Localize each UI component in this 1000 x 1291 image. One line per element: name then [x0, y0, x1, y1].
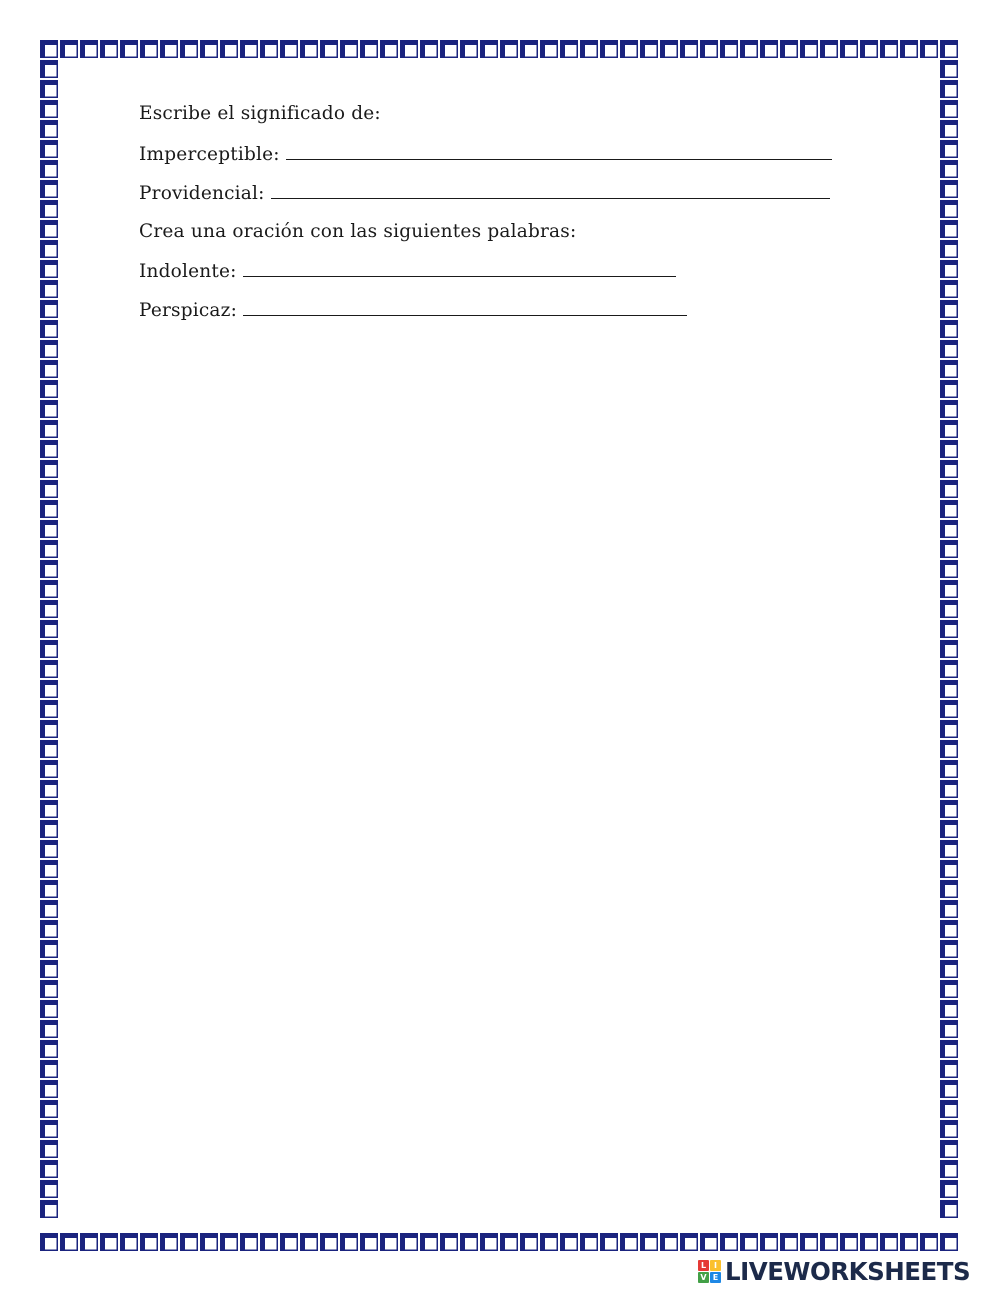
border-tile — [460, 40, 478, 58]
border-tile — [40, 620, 58, 638]
border-tile — [40, 640, 58, 658]
border-tile — [40, 400, 58, 418]
border-tile — [940, 600, 958, 618]
border-tile — [940, 980, 958, 998]
border-tile — [840, 40, 858, 58]
border-tile — [120, 40, 138, 58]
border-tile — [740, 40, 758, 58]
border-tile — [940, 1040, 958, 1058]
border-tile — [40, 1160, 58, 1178]
border-tile — [680, 1233, 698, 1251]
border-tile — [80, 40, 98, 58]
imperceptible-label: Imperceptible: — [139, 144, 280, 165]
border-tile — [940, 1160, 958, 1178]
border-tile — [940, 680, 958, 698]
border-tile — [520, 40, 538, 58]
border-tile — [940, 200, 958, 218]
border-tile — [40, 280, 58, 298]
border-tile — [160, 1233, 178, 1251]
perspicaz-label: Perspicaz: — [139, 300, 238, 321]
border-tile — [440, 40, 458, 58]
border-tile — [940, 700, 958, 718]
border-tile — [40, 220, 58, 238]
border-tile — [40, 1200, 58, 1218]
border-tile — [40, 1020, 58, 1038]
border-tile — [500, 1233, 518, 1251]
border-tile — [40, 960, 58, 978]
border-tile — [940, 360, 958, 378]
border-tile — [40, 940, 58, 958]
border-tile — [940, 320, 958, 338]
border-tile — [40, 380, 58, 398]
border-tile — [100, 1233, 118, 1251]
border-tile — [940, 1000, 958, 1018]
border-tile — [40, 460, 58, 478]
border-tile — [40, 120, 58, 138]
border-tile — [940, 520, 958, 538]
border-tile — [940, 1100, 958, 1118]
perspicaz-row — [139, 299, 687, 322]
border-tile — [940, 840, 958, 858]
border-tile — [40, 720, 58, 738]
border-tile — [940, 460, 958, 478]
border-tile — [940, 1060, 958, 1078]
border-tile — [40, 540, 58, 558]
border-tile — [940, 380, 958, 398]
border-tile — [40, 1040, 58, 1058]
border-tile — [940, 780, 958, 798]
border-tile — [420, 40, 438, 58]
border-tile — [520, 1233, 538, 1251]
border-tile — [940, 340, 958, 358]
border-tile — [620, 40, 638, 58]
border-tile — [540, 1233, 558, 1251]
liveworksheets-logo — [698, 1258, 970, 1284]
logo-block-l: L — [698, 1260, 709, 1271]
border-tile — [940, 640, 958, 658]
border-tile — [240, 1233, 258, 1251]
border-tile — [360, 40, 378, 58]
border-tile — [720, 40, 738, 58]
border-tile — [40, 820, 58, 838]
imperceptible-row — [139, 143, 832, 166]
border-tile — [940, 1120, 958, 1138]
border-tile — [940, 860, 958, 878]
border-tile — [940, 540, 958, 558]
border-tile — [940, 920, 958, 938]
border-tile — [540, 40, 558, 58]
providencial-row — [139, 182, 830, 205]
border-tile — [40, 440, 58, 458]
liveworksheets-logo-icon — [698, 1260, 721, 1283]
border-tile — [40, 660, 58, 678]
border-tile — [600, 1233, 618, 1251]
border-tile — [480, 1233, 498, 1251]
border-tile — [940, 1080, 958, 1098]
border-tile — [940, 1233, 958, 1251]
border-tile — [940, 1180, 958, 1198]
border-tile — [340, 40, 358, 58]
border-tile — [940, 660, 958, 678]
border-tile — [800, 1233, 818, 1251]
border-tile — [40, 680, 58, 698]
border-tile — [640, 1233, 658, 1251]
border-tile — [40, 260, 58, 278]
perspicaz-answer-line[interactable] — [243, 299, 687, 316]
border-tile — [40, 1080, 58, 1098]
border-tile — [40, 420, 58, 438]
border-tile — [360, 1233, 378, 1251]
providencial-label: Providencial: — [139, 183, 265, 204]
border-tile — [40, 520, 58, 538]
border-tile — [40, 1060, 58, 1078]
border-tile — [300, 1233, 318, 1251]
border-tile — [460, 1233, 478, 1251]
border-tile — [940, 80, 958, 98]
border-tile — [40, 800, 58, 818]
logo-block-v: V — [698, 1272, 709, 1283]
border-tile — [500, 40, 518, 58]
indolente-row — [139, 260, 676, 283]
logo-wordmark: LIVEWORKSHEETS — [725, 1256, 971, 1286]
border-tile — [940, 100, 958, 118]
border-tile — [320, 1233, 338, 1251]
border-tile — [560, 1233, 578, 1251]
border-tile — [660, 40, 678, 58]
border-tile — [720, 1233, 738, 1251]
border-tile — [940, 500, 958, 518]
border-tile — [620, 1233, 638, 1251]
border-tile — [860, 1233, 878, 1251]
border-tile — [840, 1233, 858, 1251]
border-tile — [40, 480, 58, 498]
border-tile — [880, 1233, 898, 1251]
indolente-label: Indolente: — [139, 261, 237, 282]
border-tile — [940, 800, 958, 818]
border-tile — [780, 1233, 798, 1251]
border-tile — [680, 40, 698, 58]
border-tile — [560, 40, 578, 58]
border-tile — [280, 1233, 298, 1251]
border-tile — [940, 1200, 958, 1218]
border-tile — [40, 200, 58, 218]
instruction-meaning-heading: Escribe el significado de: — [139, 103, 381, 124]
border-tile — [760, 1233, 778, 1251]
border-tile — [200, 40, 218, 58]
border-tile — [940, 1140, 958, 1158]
border-tile — [40, 140, 58, 158]
border-tile — [380, 40, 398, 58]
border-tile — [820, 40, 838, 58]
border-tile — [860, 40, 878, 58]
border-tile — [940, 820, 958, 838]
border-tile — [180, 40, 198, 58]
border-tile — [300, 40, 318, 58]
border-tile — [40, 500, 58, 518]
border-tile — [740, 1233, 758, 1251]
border-tile — [380, 1233, 398, 1251]
border-tile — [40, 300, 58, 318]
border-tile — [40, 580, 58, 598]
border-tile — [100, 40, 118, 58]
border-tile — [60, 40, 78, 58]
border-tile — [940, 480, 958, 498]
border-tile — [940, 220, 958, 238]
border-tile — [940, 240, 958, 258]
border-tile — [40, 160, 58, 178]
border-tile — [40, 1180, 58, 1198]
border-tile — [260, 40, 278, 58]
border-tile — [820, 1233, 838, 1251]
border-tile — [40, 920, 58, 938]
border-tile — [940, 400, 958, 418]
border-tile — [220, 1233, 238, 1251]
border-tile — [40, 780, 58, 798]
border-tile — [780, 40, 798, 58]
border-tile — [400, 40, 418, 58]
border-tile — [700, 1233, 718, 1251]
border-tile — [940, 740, 958, 758]
border-tile — [400, 1233, 418, 1251]
border-tile — [40, 1000, 58, 1018]
border-tile — [40, 100, 58, 118]
border-tile — [140, 40, 158, 58]
border-tile — [40, 1100, 58, 1118]
border-tile — [40, 980, 58, 998]
border-tile — [40, 600, 58, 618]
border-tile — [40, 860, 58, 878]
border-tile — [940, 900, 958, 918]
border-tile — [940, 280, 958, 298]
border-tile — [440, 1233, 458, 1251]
border-tile — [40, 80, 58, 98]
border-tile — [660, 1233, 678, 1251]
border-tile — [700, 40, 718, 58]
border-tile — [240, 40, 258, 58]
border-tile — [40, 900, 58, 918]
border-tile — [40, 180, 58, 198]
providencial-answer-line[interactable] — [271, 182, 830, 199]
border-tile — [940, 260, 958, 278]
border-tile — [320, 40, 338, 58]
border-tile — [40, 880, 58, 898]
border-tile — [940, 620, 958, 638]
border-tile — [220, 40, 238, 58]
border-tile — [940, 160, 958, 178]
border-tile — [480, 40, 498, 58]
border-tile — [40, 1120, 58, 1138]
border-tile — [120, 1233, 138, 1251]
border-tile — [640, 40, 658, 58]
border-tile — [940, 300, 958, 318]
border-tile — [580, 1233, 598, 1251]
logo-block-i: I — [710, 1260, 721, 1271]
border-tile — [940, 880, 958, 898]
border-tile — [940, 940, 958, 958]
border-tile — [900, 1233, 918, 1251]
border-tile — [40, 560, 58, 578]
border-tile — [920, 40, 938, 58]
border-tile — [40, 40, 58, 58]
border-tile — [40, 760, 58, 778]
border-tile — [900, 40, 918, 58]
border-tile — [40, 360, 58, 378]
logo-block-e: E — [710, 1272, 721, 1283]
border-tile — [40, 740, 58, 758]
border-tile — [600, 40, 618, 58]
border-tile — [580, 40, 598, 58]
border-tile — [940, 180, 958, 198]
border-tile — [940, 580, 958, 598]
border-tile — [40, 320, 58, 338]
border-tile — [40, 840, 58, 858]
border-tile — [40, 1233, 58, 1251]
border-tile — [920, 1233, 938, 1251]
border-tile — [760, 40, 778, 58]
border-tile — [40, 700, 58, 718]
border-tile — [940, 140, 958, 158]
border-tile — [940, 60, 958, 78]
border-tile — [940, 720, 958, 738]
border-tile — [260, 1233, 278, 1251]
border-tile — [60, 1233, 78, 1251]
border-tile — [880, 40, 898, 58]
indolente-answer-line[interactable] — [243, 260, 676, 277]
border-tile — [180, 1233, 198, 1251]
border-tile — [160, 40, 178, 58]
border-tile — [940, 120, 958, 138]
border-tile — [40, 1140, 58, 1158]
instruction-sentence-heading: Crea una oración con las siguientes palabras: — [139, 221, 577, 242]
border-tile — [200, 1233, 218, 1251]
border-tile — [40, 240, 58, 258]
border-tile — [140, 1233, 158, 1251]
border-tile — [940, 760, 958, 778]
border-tile — [340, 1233, 358, 1251]
border-tile — [280, 40, 298, 58]
imperceptible-answer-line[interactable] — [286, 143, 832, 160]
border-tile — [940, 1020, 958, 1038]
border-tile — [40, 340, 58, 358]
border-tile — [940, 420, 958, 438]
border-tile — [80, 1233, 98, 1251]
border-tile — [420, 1233, 438, 1251]
border-tile — [800, 40, 818, 58]
border-tile — [940, 40, 958, 58]
border-tile — [940, 440, 958, 458]
border-tile — [940, 560, 958, 578]
border-tile — [940, 960, 958, 978]
border-tile — [40, 60, 58, 78]
